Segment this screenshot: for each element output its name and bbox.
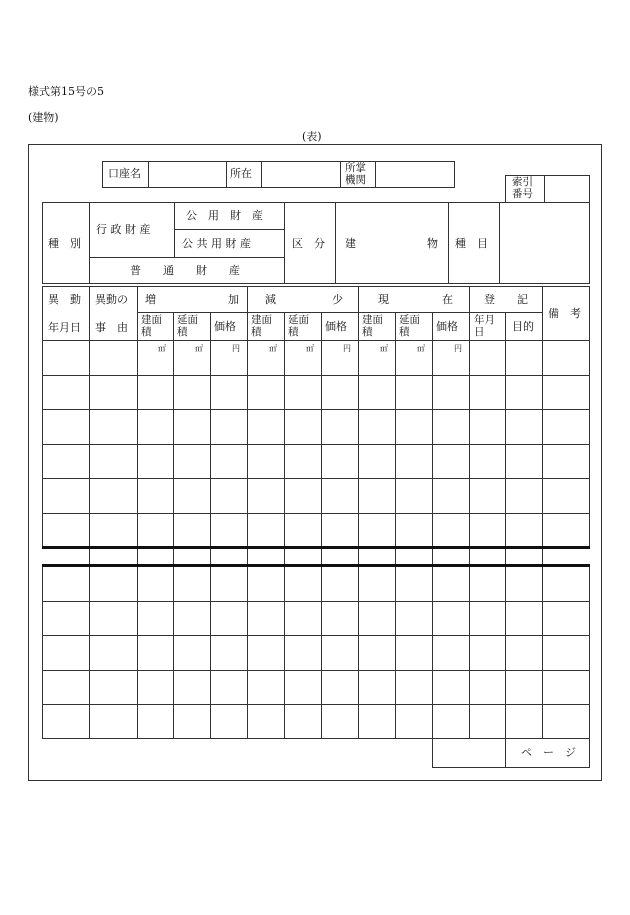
decrease-floor-area-header: 延面 積 xyxy=(288,314,309,338)
table-row xyxy=(42,444,590,445)
division-label: 区 分 xyxy=(292,237,325,250)
unit-yen: 円 xyxy=(454,344,462,353)
building-label: 建 xyxy=(345,237,356,250)
registry-purpose-header: 目的 xyxy=(512,320,534,333)
account-name-input[interactable] xyxy=(150,163,224,186)
table-row xyxy=(42,478,590,479)
table-row xyxy=(42,635,590,636)
table-row xyxy=(42,409,590,410)
table-row xyxy=(42,601,590,602)
increase-header: 増 xyxy=(145,293,156,306)
table-row xyxy=(42,704,590,705)
jurisdiction-input[interactable] xyxy=(377,163,453,186)
decrease-header: 減 xyxy=(265,293,276,306)
public-use-property-label: 公 用 財 産 xyxy=(186,209,263,222)
break-line xyxy=(42,564,590,567)
increase-floor-area-header: 延面 積 xyxy=(177,314,198,338)
current-building-area-header: 建面 積 xyxy=(362,314,383,338)
registry-header: 登 xyxy=(484,293,495,306)
unit-yen: 円 xyxy=(343,344,351,353)
account-name-label: 口座名 xyxy=(108,167,141,180)
table-row xyxy=(42,513,590,514)
remarks-header: 備 考 xyxy=(548,307,581,320)
ordinary-property-label: 普 通 財 産 xyxy=(130,264,240,277)
unit-yen: 円 xyxy=(232,344,240,353)
registry-header-2: 記 xyxy=(517,293,528,306)
jurisdiction-label: 所掌 機関 xyxy=(345,162,366,186)
index-number-label: 索引 番号 xyxy=(512,176,533,200)
change-reason-header-bottom: 事 由 xyxy=(95,321,128,334)
unit-sqm: ㎡ xyxy=(195,344,203,353)
decrease-price-header: 価格 xyxy=(325,320,347,333)
decrease-building-area-header: 建面 積 xyxy=(251,314,272,338)
unit-sqm: ㎡ xyxy=(417,344,425,353)
location-input[interactable] xyxy=(263,163,338,186)
change-date-header-bottom: 年月日 xyxy=(48,321,81,334)
unit-sqm: ㎡ xyxy=(306,344,314,353)
increase-price-header: 価格 xyxy=(214,320,236,333)
current-floor-area-header: 延面 積 xyxy=(399,314,420,338)
unit-sqm: ㎡ xyxy=(380,344,388,353)
current-header: 現 xyxy=(378,293,389,306)
location-label: 所在 xyxy=(230,167,252,180)
table-row xyxy=(42,670,590,671)
index-number-input[interactable] xyxy=(546,177,588,201)
increase-header-2: 加 xyxy=(228,293,239,306)
form-category: (建物) xyxy=(28,111,59,124)
form-number: 様式第15号の5 xyxy=(28,85,104,98)
unit-sqm: ㎡ xyxy=(269,344,277,353)
current-header-2: 在 xyxy=(442,293,453,306)
public-common-property-label: 公 共 用 財 産 xyxy=(182,237,251,250)
building-label-2: 物 xyxy=(427,237,438,250)
unit-sqm: ㎡ xyxy=(158,344,166,353)
type-input[interactable] xyxy=(501,204,588,282)
page-number-input[interactable] xyxy=(434,740,503,766)
form-side-label: (表) xyxy=(302,130,322,143)
table-row xyxy=(42,375,590,376)
kind-label: 種 別 xyxy=(48,237,81,250)
increase-building-area-header: 建面 積 xyxy=(141,314,162,338)
registry-date-header: 年月 日 xyxy=(474,314,495,338)
type-label: 種 目 xyxy=(455,237,488,250)
current-price-header: 価格 xyxy=(436,320,458,333)
page-label: ペ ー ジ xyxy=(521,746,576,759)
change-date-header-top: 異 動 xyxy=(48,293,81,306)
decrease-header-2: 少 xyxy=(332,293,343,306)
change-reason-header-top: 異動の xyxy=(95,293,128,306)
administrative-property-label: 行 政 財 産 xyxy=(96,223,151,236)
